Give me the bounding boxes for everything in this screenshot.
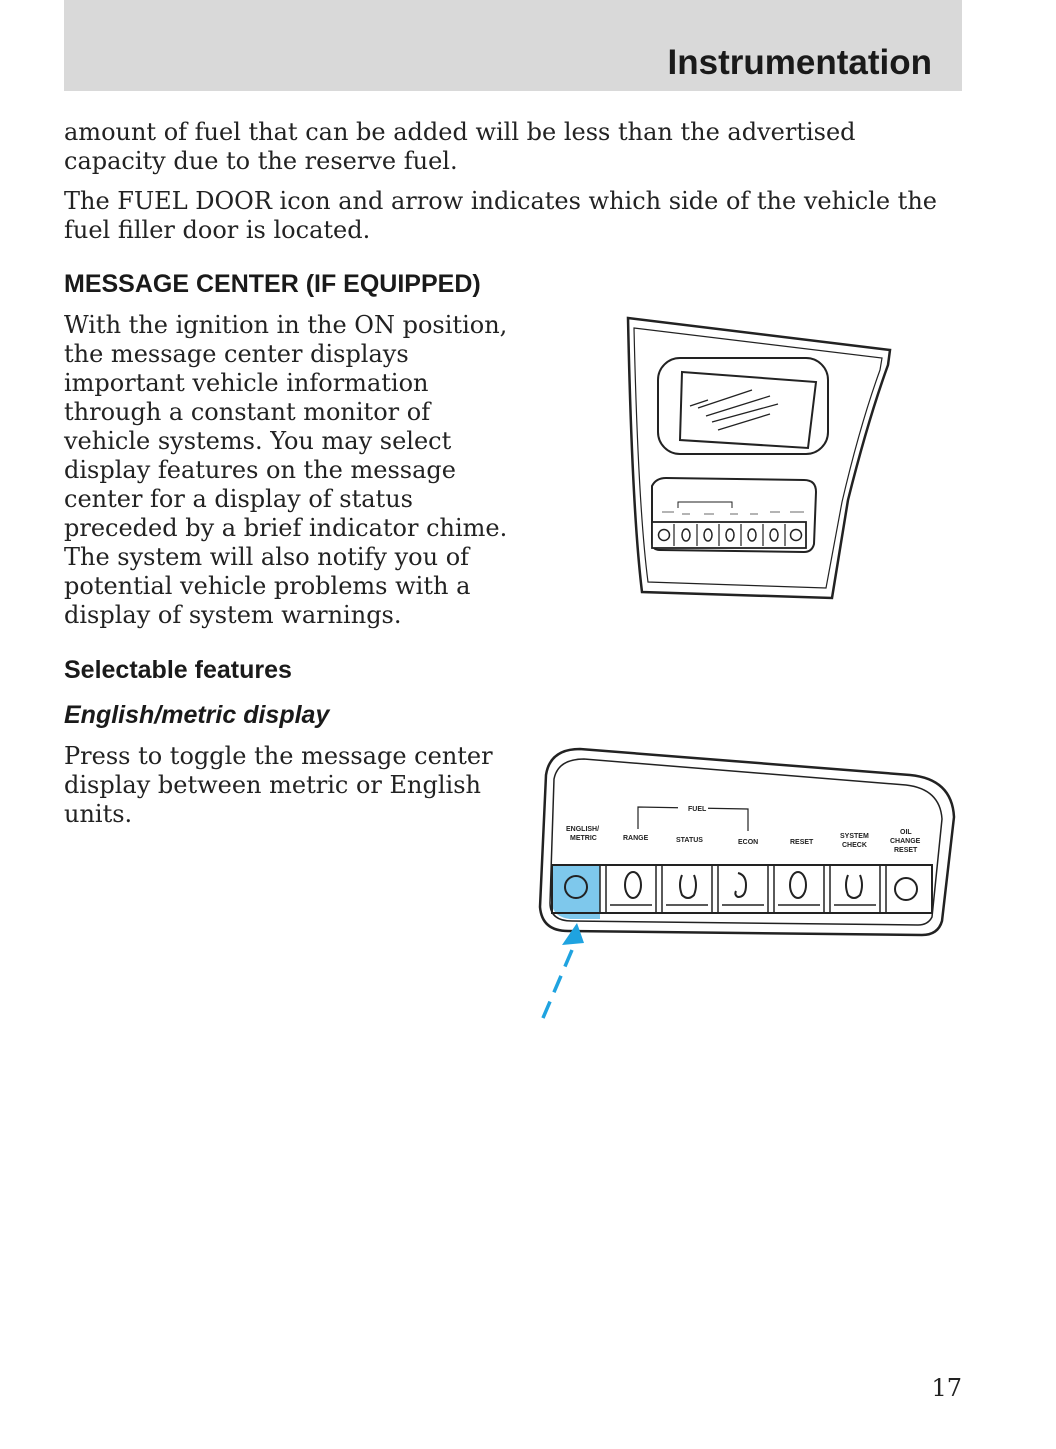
intro-p2-line1: The FUEL DOOR icon and arrow indicates which side of the vehicle the [64,187,937,215]
mc-line: potential vehicle problems with a [64,572,471,600]
message-center-panel-illustration [620,310,900,610]
check-label: CHECK [842,842,867,849]
mc-line: through a constant monitor of [64,398,431,426]
em-line: units. [64,800,133,828]
message-center-heading: MESSAGE CENTER (IF EQUIPPED) [64,270,481,298]
em-line: Press to toggle the message center [64,742,493,770]
econ-label: ECON [738,839,759,846]
english-metric-heading: English/metric display [64,701,330,729]
arrow-dashed-shaft [540,950,572,1025]
intro-paragraph-1 [64,118,856,176]
display-screen [680,372,816,448]
status-label: STATUS [676,837,703,844]
intro-paragraph-2 [64,187,937,245]
message-center-body [64,311,507,630]
english-metric-body [64,742,493,829]
button-detail-illustration [530,745,960,1035]
change-label: CHANGE [890,838,921,845]
mc-line: vehicle systems. You may select [64,427,452,455]
mc-line: center for a display of status [64,485,413,513]
intro-p2-line2: fuel filler door is located. [64,216,371,244]
em-line: display between metric or English [64,771,481,799]
reset-label: RESET [790,839,814,846]
fuel-label: FUEL [688,806,707,813]
system-label: SYSTEM [840,833,869,840]
mc-line: display of system warnings. [64,601,402,629]
page-number: 17 [931,1374,962,1402]
mc-line: preceded by a brief indicator chime. [64,514,508,542]
mc-line: display features on the message [64,456,456,484]
intro-p1-line2: capacity due to the reserve fuel. [64,147,458,175]
header-band [64,0,962,91]
oil-label: OIL [900,829,912,836]
section-title: Instrumentation [667,43,932,82]
pointer-arrow [540,923,584,1025]
mc-line: The system will also notify you of [64,543,470,571]
mc-line: With the ignition in the ON position, [64,311,508,339]
mc-line: the message center displays [64,340,409,368]
english-label: ENGLISH/ [566,826,600,833]
oil-reset-label: RESET [894,847,918,854]
metric-label: METRIC [570,835,597,842]
range-label: RANGE [623,835,649,842]
mc-line: important vehicle information [64,369,429,397]
selectable-features-heading: Selectable features [64,656,292,684]
english-metric-highlight [552,865,600,919]
intro-p1-line1: amount of fuel that can be added will be less than the advertised [64,118,856,146]
